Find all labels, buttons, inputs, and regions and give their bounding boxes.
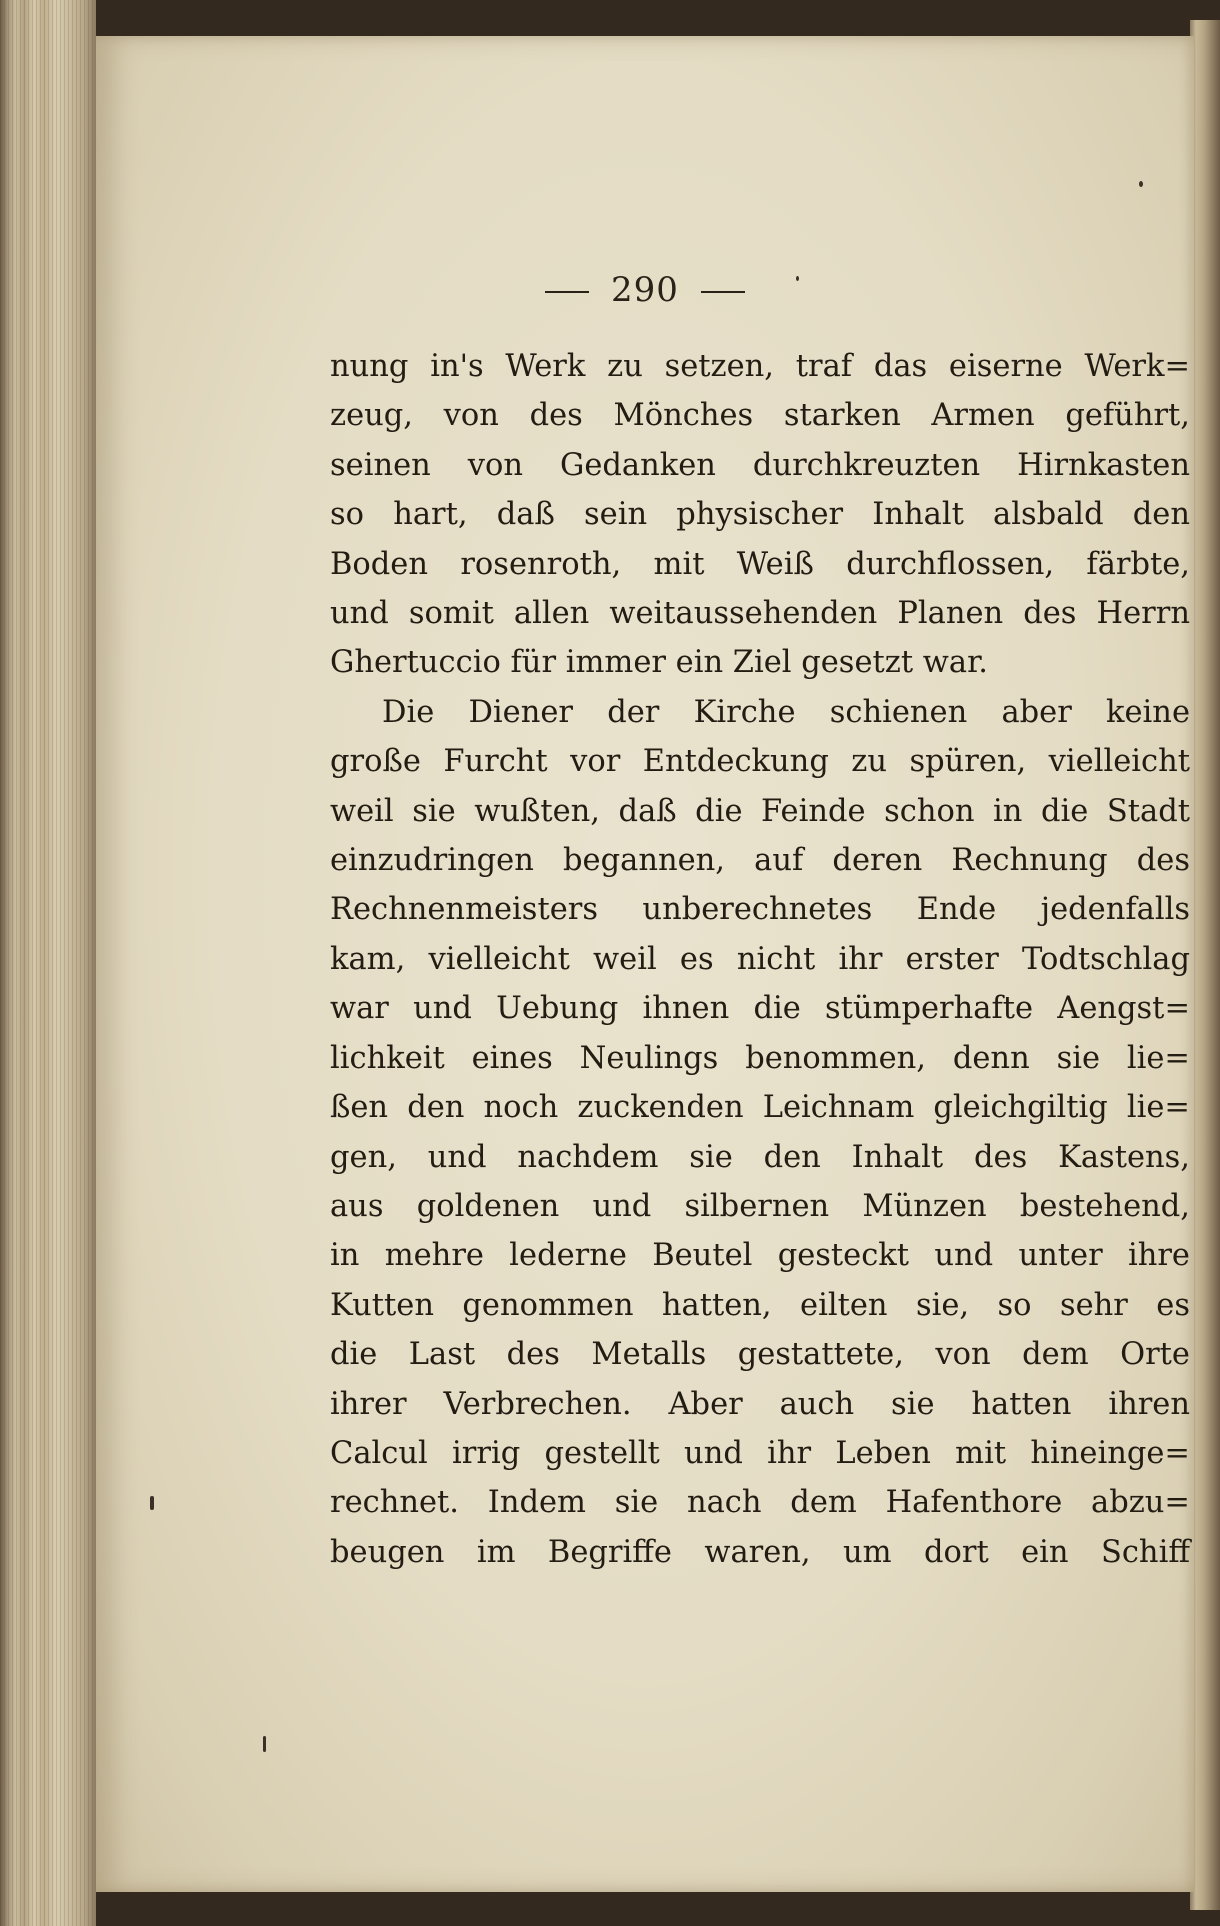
text-line: und somit allen weitaussehenden Planen des Herrn — [330, 596, 1190, 632]
text-line: Kutten genommen hatten, eilten sie, so sehr es — [330, 1287, 1190, 1323]
text-line: nung in's Werk zu setzen, traf das eiserne Werk= — [330, 349, 1190, 384]
text-line: Boden rosenroth, mit Weiß durchflossen, färbte, — [330, 546, 1190, 582]
page-body-text — [330, 342, 1190, 1577]
text-line: gen, und nachdem sie den Inhalt des Kastens, — [330, 1139, 1190, 1175]
page-number: 290 — [611, 270, 679, 310]
paper-speck — [796, 276, 799, 281]
paper-speck — [150, 1496, 154, 1510]
text-line: rechnet. Indem sie nach dem Hafenthore abzu= — [330, 1485, 1190, 1521]
paper-speck — [263, 1736, 266, 1752]
text-line: kam, vielleicht weil es nicht ihr erster Todtschlag — [330, 941, 1190, 977]
text-line: seinen von Gedanken durchkreuzten Hirnkasten — [330, 447, 1190, 483]
text-line: die Last des Metalls gestattete, von dem Orte — [330, 1337, 1190, 1373]
header-dash-left — [545, 291, 589, 293]
text-line: lichkeit eines Neulings benommen, denn sie lie= — [330, 1040, 1190, 1076]
text-line: Rechnenmeisters unberechnetes Ende jedenfalls — [330, 892, 1190, 928]
text-line: Die Diener der Kirche schienen aber keine — [382, 694, 1190, 730]
text-line: große Furcht vor Entdeckung zu spüren, vielleicht — [330, 744, 1190, 780]
text-line: ihrer Verbrechen. Aber auch sie hatten ihren — [330, 1386, 1190, 1422]
book-page — [96, 36, 1194, 1892]
page-header — [96, 270, 1194, 310]
book-page-edges — [0, 0, 96, 1926]
text-line: weil sie wußten, daß die Feinde schon in die Stadt — [330, 793, 1190, 829]
text-line: zeug, von des Mönches starken Armen geführt, — [330, 398, 1190, 434]
book-right-edge — [1190, 20, 1220, 1910]
paper-speck — [1139, 181, 1143, 187]
text-line: Calcul irrig gestellt und ihr Leben mit hineinge= — [330, 1435, 1190, 1471]
text-line: in mehre lederne Beutel gesteckt und unter ihre — [330, 1238, 1190, 1274]
text-line: Ghertuccio für immer ein Ziel gesetzt war. — [330, 645, 988, 681]
header-dash-right — [701, 291, 745, 293]
text-line: war und Uebung ihnen die stümperhafte Aengst= — [330, 991, 1190, 1027]
text-line: einzudringen begannen, auf deren Rechnung des — [330, 843, 1190, 879]
text-line: ßen den noch zuckenden Leichnam gleichgiltig lie= — [330, 1090, 1190, 1126]
text-line: aus goldenen und silbernen Münzen bestehend, — [330, 1188, 1190, 1224]
text-line: so hart, daß sein physischer Inhalt alsbald den — [330, 497, 1190, 533]
text-line: beugen im Begriffe waren, um dort ein Schiff — [330, 1534, 1190, 1570]
